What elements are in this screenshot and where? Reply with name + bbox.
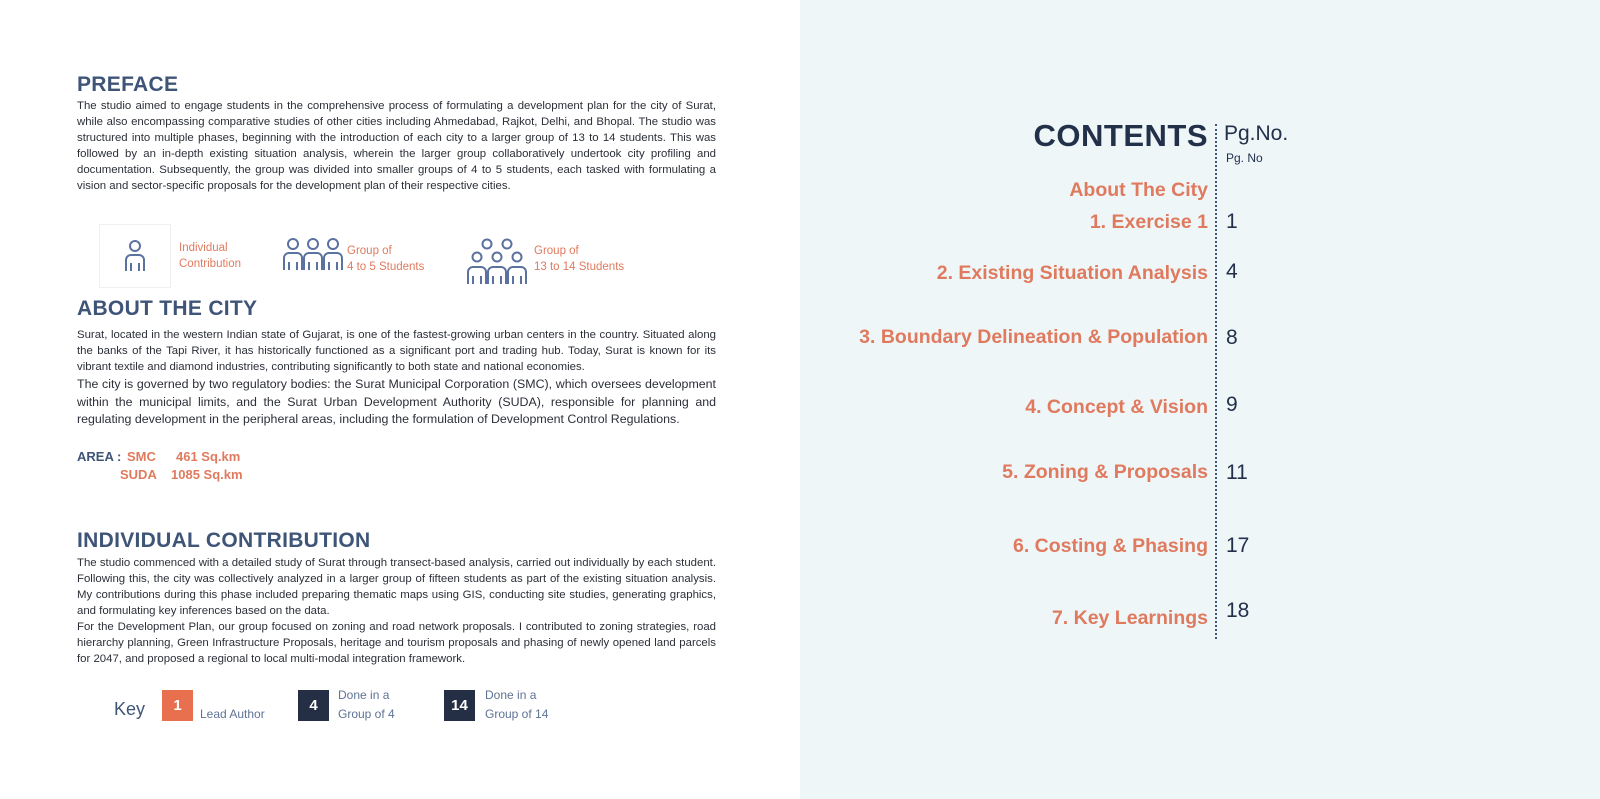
key-text-group4 [338,686,395,724]
key-text-group14-line2: Group of 14 [485,707,549,721]
legend-large-group [466,238,624,293]
toc-item-about[interactable]: About The City [1069,179,1208,201]
toc-page-boundary: 8 [1226,326,1238,349]
legend-individual-line2: Contribution [179,258,242,270]
toc-item-concept[interactable]: 4. Concept & Vision [1025,396,1208,418]
contribution-text-1: The studio commenced with a detailed study of Surat through transect-based analysis, carried out individually by each student. Following this, the city was collectively analyzed in a larger group of fifteen students as part of the existing situation analysis. My contributions during this phase included preparing thematic maps using GIS, conducting site studies, generating graphics, and formulating key inferences based on the data. [77,557,716,617]
key-text-lead [200,705,265,724]
legend-individual-line1: Individual [179,242,228,254]
contents-title: CONTENTS [1033,118,1208,153]
toc-page-zoning: 11 [1226,461,1248,484]
key-text-group4-line1: Done in a [338,688,390,702]
legend-small-group-line2: 4 to 5 Students [347,260,425,273]
small-group-icon [281,236,345,281]
key-text-group14-line1: Done in a [485,688,537,702]
legend-small-group [281,236,424,281]
toc-page-concept: 9 [1226,393,1238,416]
toc-page-costing: 17 [1226,534,1250,557]
toc-item-boundary[interactable]: 3. Boundary Delineation & Population [859,326,1208,348]
toc-item-key-learnings[interactable]: 7. Key Learnings [1051,607,1208,629]
legend-small-group-line1: Group of [347,244,392,257]
area-smc-name: SMC [127,449,156,464]
key-text-group4-line2: Group of 4 [338,707,395,721]
area-smc-value: 461 Sq.km [176,449,241,464]
area-label: AREA : [77,449,122,464]
area-suda-value: 1085 Sq.km [171,467,243,482]
legend-large-group-line2: 13 to 14 Students [534,260,625,273]
about-text-1: Surat, located in the western Indian state of Gujarat, is one of the fastest-growing urban centers in the country. Situated along the banks of the Tapi River, it has historically functioned as a significant port and trading hub. Today, Surat is known for its vibrant textile and diamond industries, contributing significantly to both state and national economies. [77,329,716,373]
contribution-heading: INDIVIDUAL CONTRIBUTION [77,529,371,552]
contribution-text-2: For the Development Plan, our group focused on zoning and road network proposals. I contributed to zoning strategies, road hierarchy planning, Green Infrastructure Proposals, heritage and tourism proposals and phasing of newly opened land parcels for 2047, and proposed a regional to local multi-modal integration framework. [77,621,716,665]
legend-individual [99,224,241,288]
preface-heading: PREFACE [77,73,179,96]
key-text-lead-line1: Lead Author [200,707,265,721]
pgno-subtitle: Pg. No [1226,151,1263,165]
toc-item-exercise[interactable]: 1. Exercise 1 [1089,211,1208,233]
key-badge-lead: 1 [162,690,193,721]
about-text-2: The city is governed by two regulatory bodies: the Surat Municipal Corporation (SMC), which oversees development within the municipal limits, and the Surat Urban Development Authority (SUDA), responsible for planning and regulating development in the peripheral areas, including the formulation of Development Control Regulations. [77,377,716,426]
toc-item-existing-situation[interactable]: 2. Existing Situation Analysis [936,262,1208,284]
key-label: Key [114,699,146,719]
large-group-icon [466,238,528,293]
area-suda-name: SUDA [120,467,157,482]
toc-page-exercise: 1 [1226,210,1238,233]
key-badge-group4: 4 [298,690,329,721]
dotted-divider [1215,124,1217,639]
key-text-group14 [485,686,548,724]
toc-item-zoning[interactable]: 5. Zoning & Proposals [1002,461,1208,483]
toc-item-costing[interactable]: 6. Costing & Phasing [1012,535,1208,557]
pgno-title: Pg.No. [1224,122,1289,145]
preface-text: The studio aimed to engage students in the comprehensive process of formulating a development plan for the city of Surat, while also encompassing comparative studies of other cities including Ahmedabad, Rajkot, Delhi, and Bhopal. The studio was structured into multiple phases, beginning with the introduction of each city to a larger group of 13 to 14 students. This was followed by an in-depth existing situation analysis, wherein the larger group collaboratively undertook city profiling and documentation. Subsequently, the group was divided into smaller groups of 4 to 5 students, each tasked with formulating a vision and sector-specific proposals for the development plan of their respective cities. [77,100,716,192]
about-heading: ABOUT THE CITY [77,297,258,320]
toc-page-key-learnings: 18 [1226,599,1250,622]
toc-page-existing-situation: 4 [1226,260,1238,283]
key-badge-group14: 14 [444,690,475,721]
person-icon [99,224,171,288]
legend-large-group-line1: Group of [534,244,579,257]
